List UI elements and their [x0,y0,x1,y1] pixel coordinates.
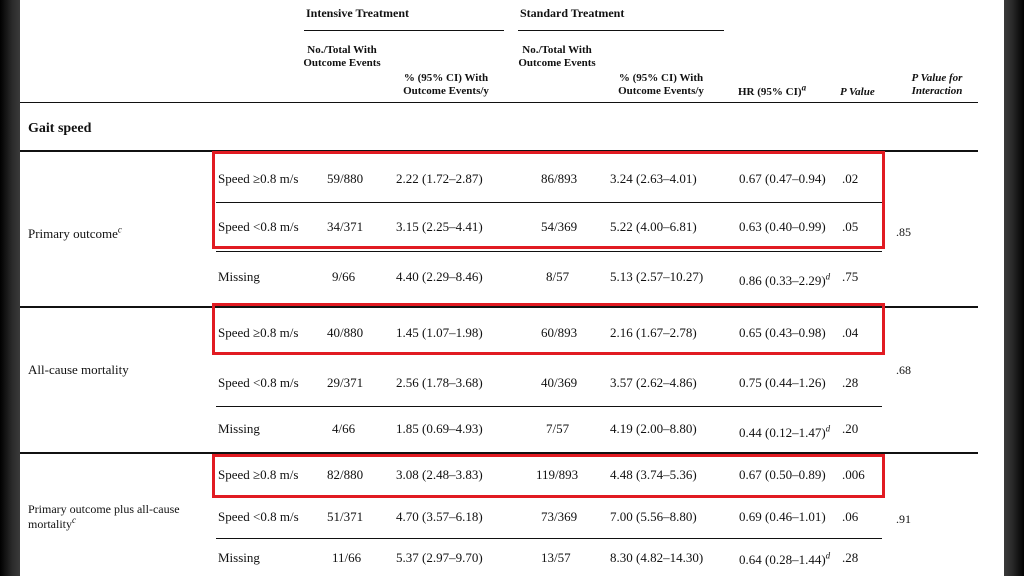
row-std-pct: 5.22 (4.00–6.81) [610,219,697,234]
group-label-line2: mortality$^c$ [28,515,76,531]
row-std-n: 60/893 [541,325,578,340]
row-sub-label: Missing [218,269,260,284]
row-int-n: 9/66 [332,269,356,284]
row-int-pct: 2.22 (1.72–2.87) [396,171,483,186]
left-edge-shadow [0,0,20,576]
col-interaction: P Value for Interaction [911,72,963,97]
row-std-pct: 3.24 (2.63–4.01) [610,171,697,186]
row-hr: 0.86 $(0.33-2.29)^d$ [739,271,831,288]
intensive-treatment-header: Intensive Treatment [306,6,409,20]
standard-underline [518,30,724,31]
row-hr: 0.69 (0.46–1.01) [739,509,826,524]
row-std-n: 86/893 [541,171,578,186]
section-title: Gait speed [28,121,92,136]
group-label-primary-outcome: Primary outcome$^c$ [28,224,122,241]
col-no-total-intensive: No./Total With Outcome Events [303,44,381,69]
row-int-pct: 3.15 (2.25–4.41) [396,219,483,234]
row-std-pct: 8.30 (4.82–14.30) [610,550,704,565]
highlight-box-mortality [212,303,885,355]
row-int-n: 59/880 [327,171,364,186]
row-std-pct: 2.16 (1.67–2.78) [610,325,697,340]
row-hr: 0.63 (0.40–0.99) [739,219,826,234]
row-sub-label: Speed <0.8 m/s [218,375,299,390]
row-int-pct: 1.45 (1.07–1.98) [396,325,483,340]
row-p: .05 [842,219,859,234]
row-sub-label: Speed ≥0.8 m/s [218,325,299,340]
row-hr: 0.64 $(0.28-1.44)^d$ [739,550,831,567]
row-p: .06 [842,509,859,524]
row-p: .28 [842,375,859,390]
row-int-n: 4/66 [332,421,356,436]
row-std-n: 8/57 [546,269,570,284]
row-hr: 0.75 (0.44–1.26) [739,375,826,390]
col-pct-standard: % (95% CI) With Outcome Events/y [618,72,704,97]
row-rule [216,406,882,407]
row-std-n: 7/57 [546,421,570,436]
row-std-pct: 7.00 (5.56–8.80) [610,509,697,524]
interaction-p-combined: .91 [896,512,911,526]
row-std-n: 119/893 [536,467,579,482]
row-sub-label: Speed ≥0.8 m/s [218,467,299,482]
row-int-n: 82/880 [327,467,364,482]
row-sub-label: Speed ≥0.8 m/s [218,171,299,186]
row-p: .28 [842,550,859,565]
row-hr: 0.67 (0.47–0.94) [739,171,826,186]
row-std-pct: 3.57 (2.62–4.86) [610,375,697,390]
intensive-underline [304,30,504,31]
group-label-primary-plus-mortality: Primary outcome plus all-cause [28,502,180,516]
row-p: .75 [842,269,859,284]
row-p: .02 [842,171,859,186]
row-p: .04 [842,325,859,340]
interaction-p-mortality: .68 [896,363,911,377]
highlight-box-primary-outcome [212,151,885,249]
row-int-n: 29/371 [327,375,364,390]
row-std-n: 13/57 [541,550,571,565]
right-edge-shadow [1004,0,1024,576]
row-int-pct: 3.08 (2.48–3.83) [396,467,483,482]
col-pct-intensive: % (95% CI) With Outcome Events/y [403,72,489,97]
row-sub-label: Speed <0.8 m/s [218,509,299,524]
row-std-pct: 4.48 (3.74–5.36) [610,467,697,482]
row-std-pct: 5.13 (2.57–10.27) [610,269,704,284]
row-int-pct: 4.70 (3.57–6.18) [396,509,483,524]
row-std-n: 73/369 [541,509,578,524]
row-rule [216,251,882,252]
row-int-n: 40/880 [327,325,364,340]
row-p: .20 [842,421,859,436]
row-hr: 0.67 (0.50–0.89) [739,467,826,482]
row-hr: 0.44 $(0.12-1.47)^d$ [739,423,831,440]
col-pvalue: P Value [840,86,875,98]
group-label-all-cause-mortality: All-cause mortality [28,362,129,377]
row-std-n: 40/369 [541,375,578,390]
row-sub-label: Missing [218,550,260,565]
row-std-n: 54/369 [541,219,578,234]
row-int-n: 11/66 [332,550,362,565]
row-hr: 0.65 (0.43–0.98) [739,325,826,340]
standard-treatment-header: Standard Treatment [520,6,625,20]
row-std-pct: 4.19 (2.00–8.80) [610,421,697,436]
row-int-pct: 4.40 (2.29–8.46) [396,269,483,284]
row-rule [216,538,882,539]
header-bottom-rule [20,102,978,103]
row-sub-label: Speed <0.8 m/s [218,219,299,234]
row-p: .006 [842,467,865,482]
row-int-pct: 1.85 (0.69–4.93) [396,421,483,436]
highlight-box-combined [212,454,885,498]
row-int-pct: 2.56 (1.78–3.68) [396,375,483,390]
col-no-total-standard: No./Total With Outcome Events [518,44,596,69]
col-hr: HR (95% CI)$^a$ [738,82,807,98]
row-int-pct: 5.37 (2.97–9.70) [396,550,483,565]
row-int-n: 51/371 [327,509,364,524]
interaction-p-primary: .85 [896,225,911,239]
row-sub-label: Missing [218,421,260,436]
row-int-n: 34/371 [327,219,364,234]
table-page [20,0,1004,576]
